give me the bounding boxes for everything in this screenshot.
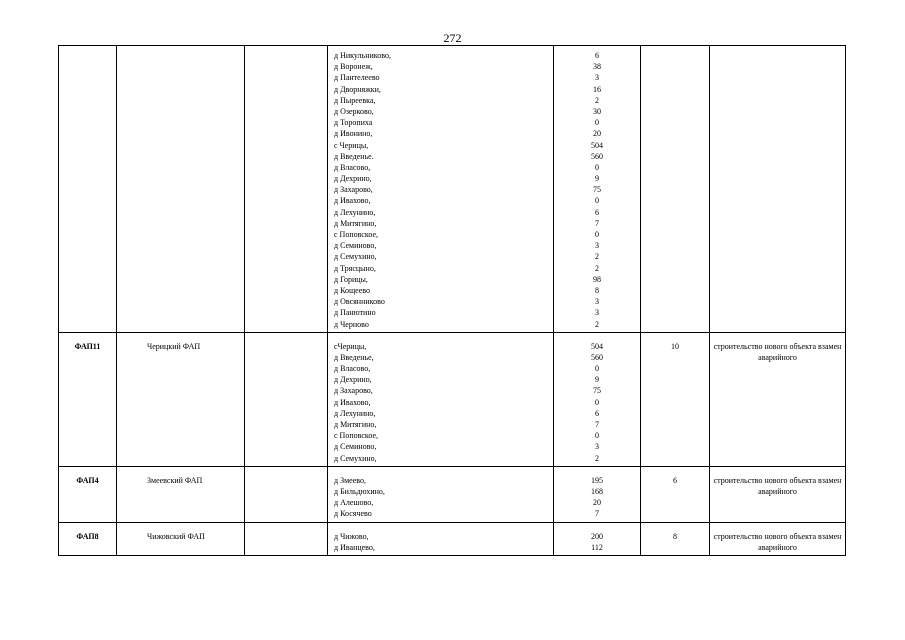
population-value: 9 <box>595 174 599 184</box>
population-value: 2 <box>595 252 599 262</box>
settlement-name: д Ивонино, <box>334 129 373 139</box>
population-value: 75 <box>593 386 601 396</box>
settlements-cell <box>328 466 554 522</box>
empty-cell <box>245 522 328 555</box>
population-value: 560 <box>591 352 603 362</box>
settlement-name: д Семухино, <box>334 252 377 262</box>
population-value: 0 <box>595 118 599 128</box>
empty-cell <box>245 46 328 333</box>
population-cell <box>554 466 641 522</box>
settlement-name: д Косячево <box>334 509 372 519</box>
population-value: 8 <box>595 285 599 295</box>
empty-cell <box>245 332 328 466</box>
settlement-name: д Дехрино, <box>334 375 372 385</box>
staff-count-cell: 8 <box>641 522 710 555</box>
population-value: 16 <box>593 84 601 94</box>
settlement-name: д Лехунино, <box>334 408 376 418</box>
settlements-cell <box>328 522 554 555</box>
settlement-name: д Бильдюхино, <box>334 486 385 496</box>
settlement-name: д Черново <box>334 319 369 329</box>
population-value: 2 <box>595 263 599 273</box>
settlement-name: д Змеево, <box>334 475 366 485</box>
settlement-name: д Власово, <box>334 364 371 374</box>
facility-code-cell <box>59 46 117 333</box>
settlement-name: д Овсянниково <box>334 297 385 307</box>
settlement-name: д Никульниково, <box>334 51 391 60</box>
staff-count-cell: 10 <box>641 332 710 466</box>
population-value: 20 <box>593 129 601 139</box>
settlement-name: д Пантелеево <box>334 73 380 83</box>
population-value: 30 <box>593 106 601 116</box>
population-value: 20 <box>593 498 601 508</box>
settlement-name: д Семиново, <box>334 241 377 251</box>
note-cell: строительство нового объекта взамен аварийного <box>710 332 846 466</box>
population-value: 3 <box>595 442 599 452</box>
population-value: 3 <box>595 241 599 251</box>
population-value: 560 <box>591 151 603 161</box>
facility-name-cell: Чижовский ФАП <box>117 522 245 555</box>
facility-name-cell <box>117 46 245 333</box>
population-value: 98 <box>593 274 601 284</box>
settlement-name: д Митягино, <box>334 420 377 429</box>
settlement-name: д Кощеево <box>334 285 370 295</box>
settlement-name: д Дехрино, <box>334 174 372 184</box>
settlement-name: д Власово, <box>334 162 371 172</box>
population-value: 0 <box>595 230 599 239</box>
population-value: 168 <box>591 486 603 496</box>
note-cell: строительство нового объекта взамен аварийного <box>710 522 846 555</box>
staff-count-cell: 6 <box>641 466 710 522</box>
settlement-name: д Иванцево, <box>334 542 375 552</box>
settlement-name: д Семухино, <box>334 453 377 463</box>
population-value: 7 <box>595 509 599 519</box>
population-value: 9 <box>595 375 599 385</box>
table-row <box>59 46 846 333</box>
settlement-name: д Панютино <box>334 308 376 318</box>
population-value: 38 <box>593 62 601 72</box>
population-value: 2 <box>595 319 599 329</box>
population-value: 6 <box>595 51 599 60</box>
population-value: 6 <box>595 408 599 418</box>
population-value: 112 <box>591 542 603 552</box>
facility-name-cell: Змеевский ФАП <box>117 466 245 522</box>
population-value: 0 <box>595 162 599 172</box>
settlement-name: д Захарово, <box>334 386 373 396</box>
settlement-name: д Захарово, <box>334 185 373 195</box>
settlement-name: д Трясцыно, <box>334 263 376 273</box>
population-cell <box>554 332 641 466</box>
population-value: 6 <box>595 207 599 217</box>
settlement-name: сЧерицы, <box>334 341 367 351</box>
note-cell <box>710 46 846 333</box>
population-value: 0 <box>595 364 599 374</box>
settlement-name: д Воронеж, <box>334 62 373 72</box>
page-number: 272 <box>443 31 462 45</box>
table-row <box>59 466 846 522</box>
settlement-name: с Черицы, <box>334 140 369 150</box>
settlement-name: д Введенье, <box>334 352 374 362</box>
population-value: 3 <box>595 73 599 83</box>
settlements-cell <box>328 332 554 466</box>
settlement-name: д Митягино, <box>334 218 377 228</box>
population-value: 0 <box>595 431 599 441</box>
settlement-name: д Алешово, <box>334 498 374 508</box>
population-value: 200 <box>591 531 603 541</box>
settlement-name: д Ивахово, <box>334 196 371 206</box>
population-value: 504 <box>591 140 603 150</box>
empty-cell <box>245 466 328 522</box>
table-row <box>59 522 846 555</box>
population-value: 7 <box>595 218 599 228</box>
facility-code-cell: ФАП4 <box>59 466 117 522</box>
population-value: 2 <box>595 95 599 105</box>
facility-code-cell: ФАП8 <box>59 522 117 555</box>
staff-count-cell <box>641 46 710 333</box>
settlement-name: д Семиново, <box>334 442 377 452</box>
note-cell: строительство нового объекта взамен аварийного <box>710 466 846 522</box>
settlement-name: с Поповское, <box>334 431 379 441</box>
facility-code-cell: ФАП11 <box>59 332 117 466</box>
population-value: 7 <box>595 420 599 429</box>
settlement-name: д Дворняжки, <box>334 84 381 94</box>
settlement-name: д Горицы, <box>334 274 368 284</box>
table-row <box>59 332 846 466</box>
population-value: 195 <box>591 475 603 485</box>
settlement-name: д Чижово, <box>334 531 369 541</box>
population-value: 0 <box>595 397 599 407</box>
settlement-name: д Торопиха <box>334 118 373 128</box>
settlement-name: д Ивахово, <box>334 397 371 407</box>
settlements-cell <box>328 46 554 333</box>
settlement-name: д Лехунино, <box>334 207 376 217</box>
population-cell <box>554 46 641 333</box>
population-cell <box>554 522 641 555</box>
settlement-name: д Озерково, <box>334 106 374 116</box>
settlement-name: д Пыреевка, <box>334 95 376 105</box>
population-value: 504 <box>591 341 603 351</box>
facility-name-cell: Черицкий ФАП <box>117 332 245 466</box>
settlement-name: с Поповское, <box>334 230 379 239</box>
population-value: 75 <box>593 185 601 195</box>
population-value: 3 <box>595 308 599 318</box>
population-value: 3 <box>595 297 599 307</box>
population-value: 0 <box>595 196 599 206</box>
facilities-table <box>58 45 846 556</box>
population-value: 2 <box>595 453 599 463</box>
settlement-name: д Введенье. <box>334 151 374 161</box>
